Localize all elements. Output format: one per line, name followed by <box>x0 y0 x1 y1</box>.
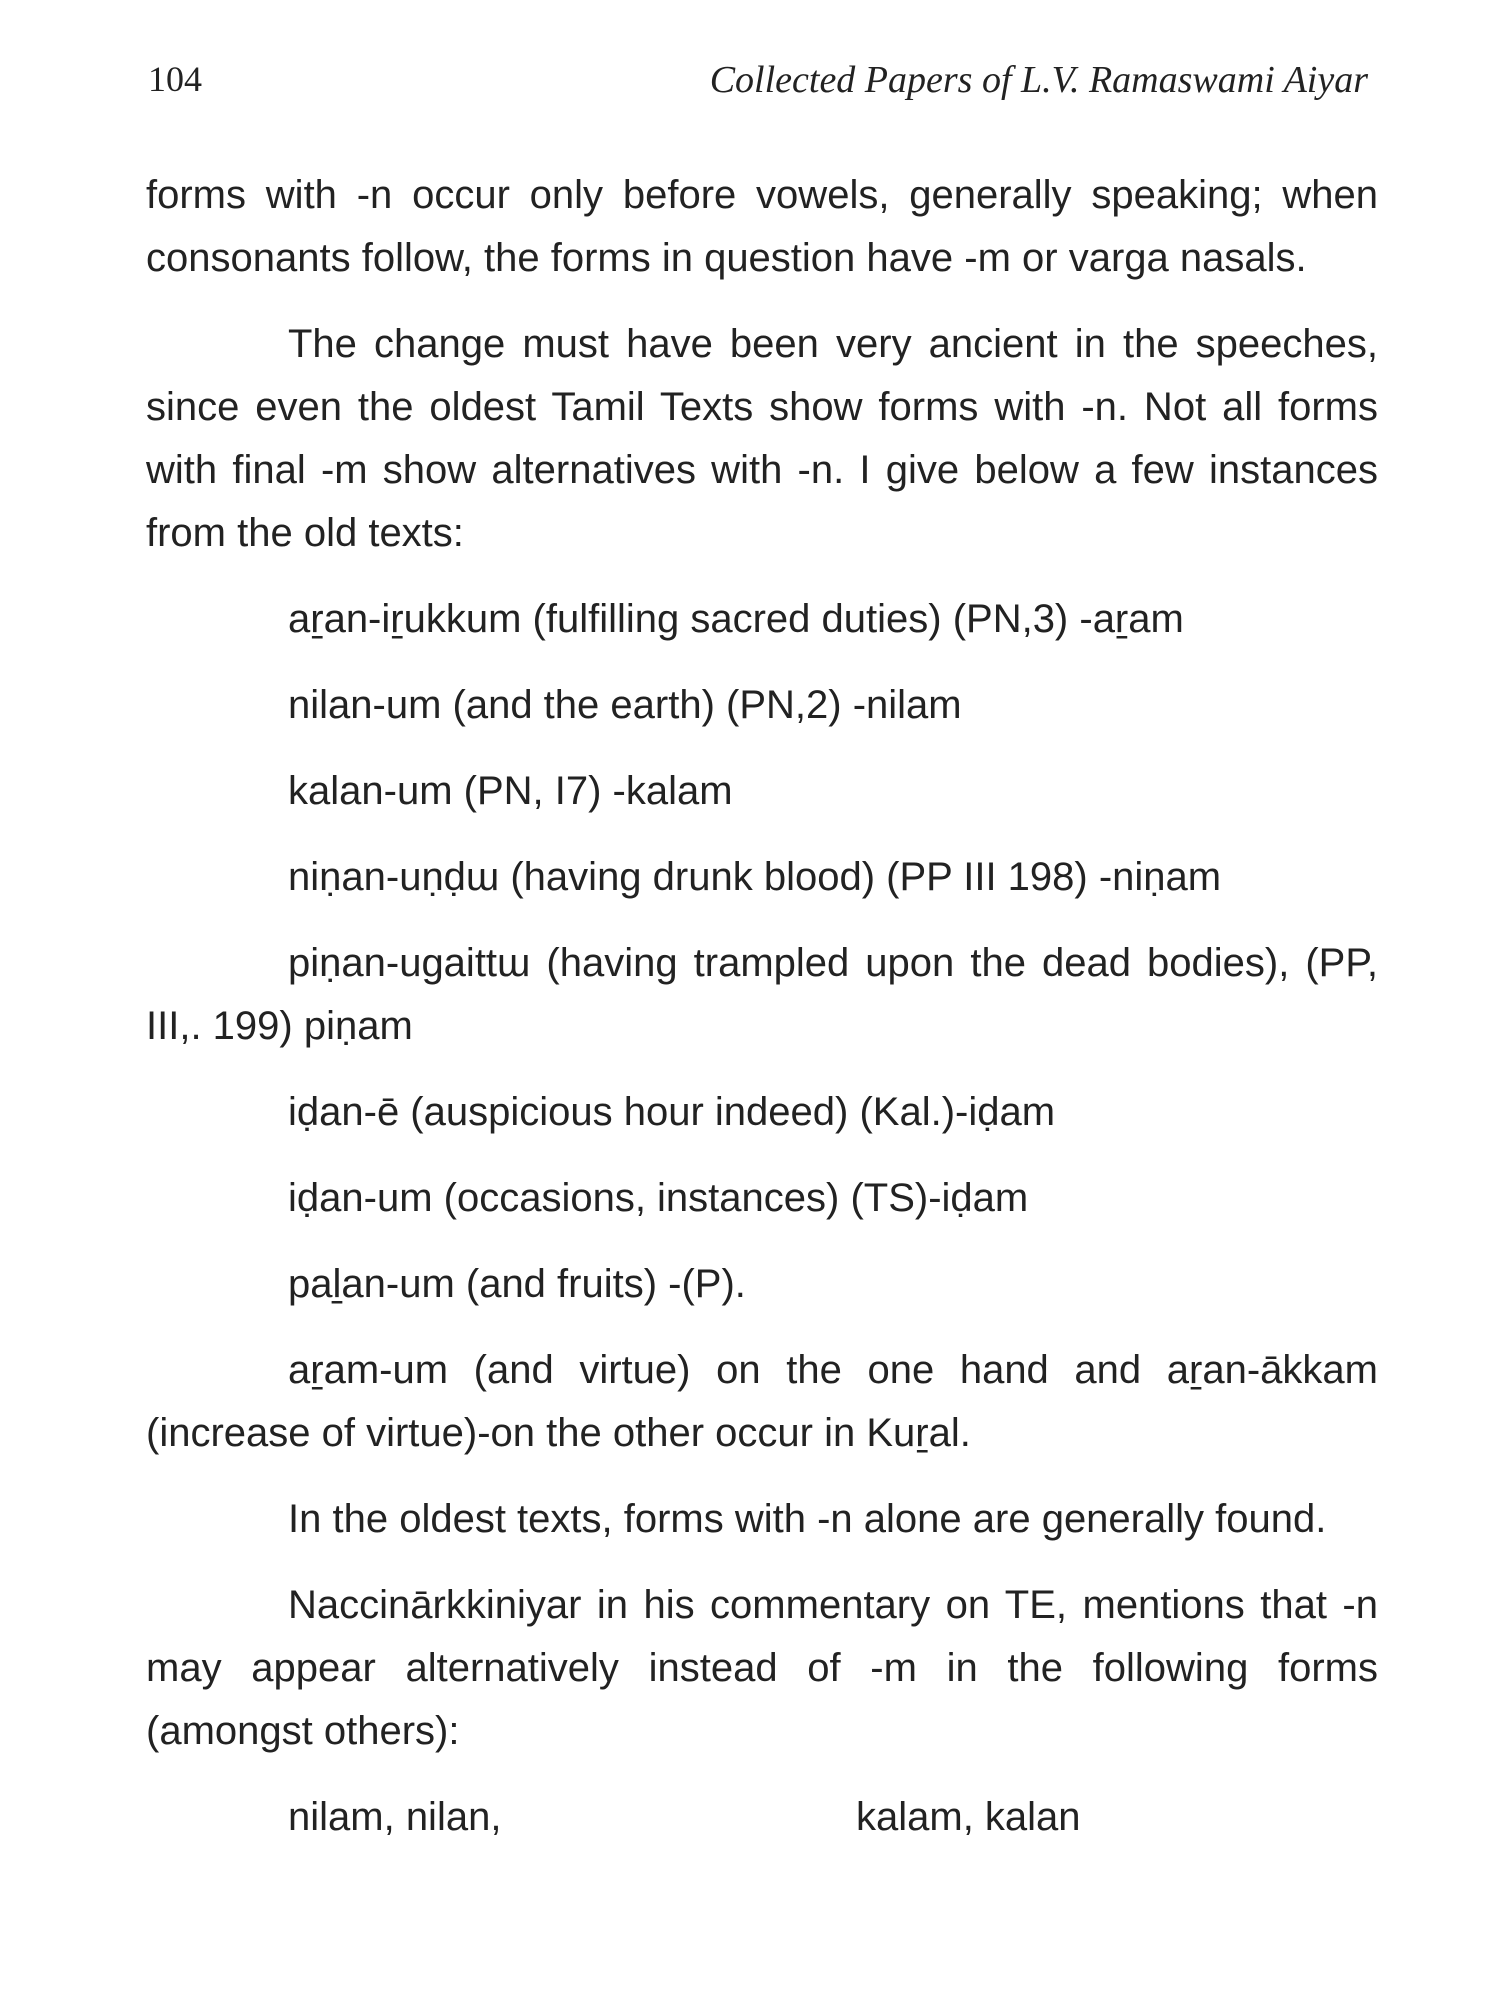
example-line: nilan-um (and the earth) (PN,2) -nilam <box>288 683 962 727</box>
example-line: paḻan-um (and fruits) -(P). <box>288 1262 746 1306</box>
running-head <box>148 58 1368 114</box>
example-line: piṇan-ugaittɯ (having trampled upon the dead bodies), (PP, III,. 199) piṇam <box>146 941 1378 1048</box>
form-pair-left: nilam, nilan, <box>288 1795 502 1839</box>
body-text <box>146 164 1378 1849</box>
paragraph: forms with -n occur only before vowels, generally speaking; when consonants follow, the forms in question have -m or varga nasals. <box>146 173 1378 280</box>
running-title: Collected Papers of L.V. Ramaswami Aiyar <box>709 59 1368 101</box>
example-line: kalan-um (PN, I7) -kalam <box>288 769 733 813</box>
form-pair-right: kalam, kalan <box>856 1795 1081 1839</box>
paragraph: Naccinārkkiniyar in his commentary on TE, mentions that -n may appear alternatively instead of -m in the following forms (amongst others): <box>146 1583 1378 1753</box>
example-line: aṟam-um (and virtue) on the one hand and aṟan-ākkam (increase of virtue)-on the other occur in Kuṟal. <box>146 1348 1378 1455</box>
paragraph: In the oldest texts, forms with -n alone are generally found. <box>288 1497 1327 1541</box>
page-number: 104 <box>148 59 202 99</box>
example-line: iḍan-um (occasions, instances) (TS)-iḍam <box>288 1176 1029 1220</box>
example-line: niṇan-uṇḍɯ (having drunk blood) (PP III 198) -niṇam <box>288 855 1222 899</box>
example-line: aṟan-iṟukkum (fulfilling sacred duties) (PN,3) -aṟam <box>288 597 1184 641</box>
example-line: iḍan-ē (auspicious hour indeed) (Kal.)-iḍam <box>288 1090 1056 1134</box>
form-pair-row <box>146 1786 1378 1849</box>
paragraph: The change must have been very ancient in the speeches, since even the oldest Tamil Texts show forms with -n. Not all forms with final -m show alternatives with -n. I give below a few instances from the old texts: <box>146 322 1378 555</box>
